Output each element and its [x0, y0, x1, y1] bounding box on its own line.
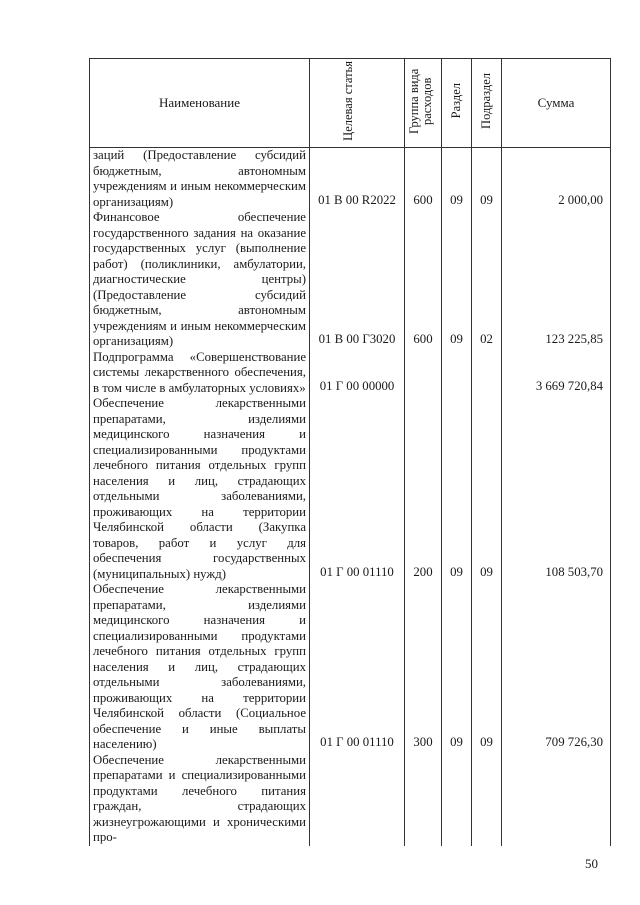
row-name: Обеспечение лекарственными препаратами и специализированными продуктами лечебного питания граждан, страдающих жизнеугрожающими и хроническими про-	[90, 753, 310, 846]
row-group: 200	[405, 396, 442, 582]
table-row	[90, 148, 611, 211]
row-sum: 108 503,70	[502, 396, 611, 582]
header-target: Целевая статья	[310, 59, 405, 148]
table-row	[90, 582, 611, 753]
row-section: 09	[442, 396, 472, 582]
row-target	[310, 753, 405, 846]
header-section: Раздел	[442, 59, 472, 148]
row-section: 09	[442, 582, 472, 753]
row-section: 09	[442, 148, 472, 211]
row-name: заций (Предоставление субсидий бюджетным, автономным учреждениям и иным некоммерческим организациям)	[90, 148, 310, 211]
header-subsection: Подраздел	[472, 59, 502, 148]
row-group	[405, 753, 442, 846]
row-name: Подпрограмма «Совершенствование системы лекарственного обеспечения, в том числе в амбулаторных условиях»	[90, 350, 310, 397]
row-sum: 709 726,30	[502, 582, 611, 753]
row-section	[442, 350, 472, 397]
row-target: 01 В 00 Г3020	[310, 210, 405, 350]
row-target: 01 В 00 R2022	[310, 148, 405, 211]
row-target: 01 Г 00 01110	[310, 396, 405, 582]
row-subsection: 09	[472, 396, 502, 582]
row-group	[405, 350, 442, 397]
page-number: 50	[585, 856, 598, 871]
row-target: 01 Г 00 01110	[310, 582, 405, 753]
row-target: 01 Г 00 00000	[310, 350, 405, 397]
row-group: 600	[405, 210, 442, 350]
row-subsection	[472, 350, 502, 397]
row-sum: 123 225,85	[502, 210, 611, 350]
table-row	[90, 210, 611, 350]
row-group: 300	[405, 582, 442, 753]
table-row	[90, 396, 611, 582]
header-name: Наименование	[90, 59, 310, 148]
row-section	[442, 753, 472, 846]
row-subsection	[472, 753, 502, 846]
table-row	[90, 753, 611, 846]
header-group: Группа вида расходов	[405, 59, 442, 148]
row-sum: 3 669 720,84	[502, 350, 611, 397]
row-subsection: 02	[472, 210, 502, 350]
row-group: 600	[405, 148, 442, 211]
row-subsection: 09	[472, 582, 502, 753]
table-header	[90, 59, 611, 148]
budget-table	[89, 58, 611, 846]
header-sum: Сумма	[502, 59, 611, 148]
row-name: Финансовое обеспечение государственного задания на оказание государственных услуг (выполнение работ) (поликлиники, амбулатории, диагностические центры) (Предоставление субсидий бюджетным, автономным учреждениям и иным некоммерческим организациям)	[90, 210, 310, 350]
row-section: 09	[442, 210, 472, 350]
row-subsection: 09	[472, 148, 502, 211]
row-sum	[502, 753, 611, 846]
row-sum: 2 000,00	[502, 148, 611, 211]
table-row	[90, 350, 611, 397]
row-name: Обеспечение лекарственными препаратами, изделиями медицинского назначения и специализированными продуктами лечебного питания отдельных групп населения и лиц, страдающих отдельными заболеваниями, проживающих на территории Челябинской области (Закупка товаров, работ и услуг для обеспечения государственных (муниципальных) нужд)	[90, 396, 310, 582]
row-name: Обеспечение лекарственными препаратами, изделиями медицинского назначения и специализированными продуктами лечебного питания отдельных групп населения и лиц, страдающих отдельными заболеваниями, проживающих на территории Челябинской области (Социальное обеспечение и иные выплаты населению)	[90, 582, 310, 753]
